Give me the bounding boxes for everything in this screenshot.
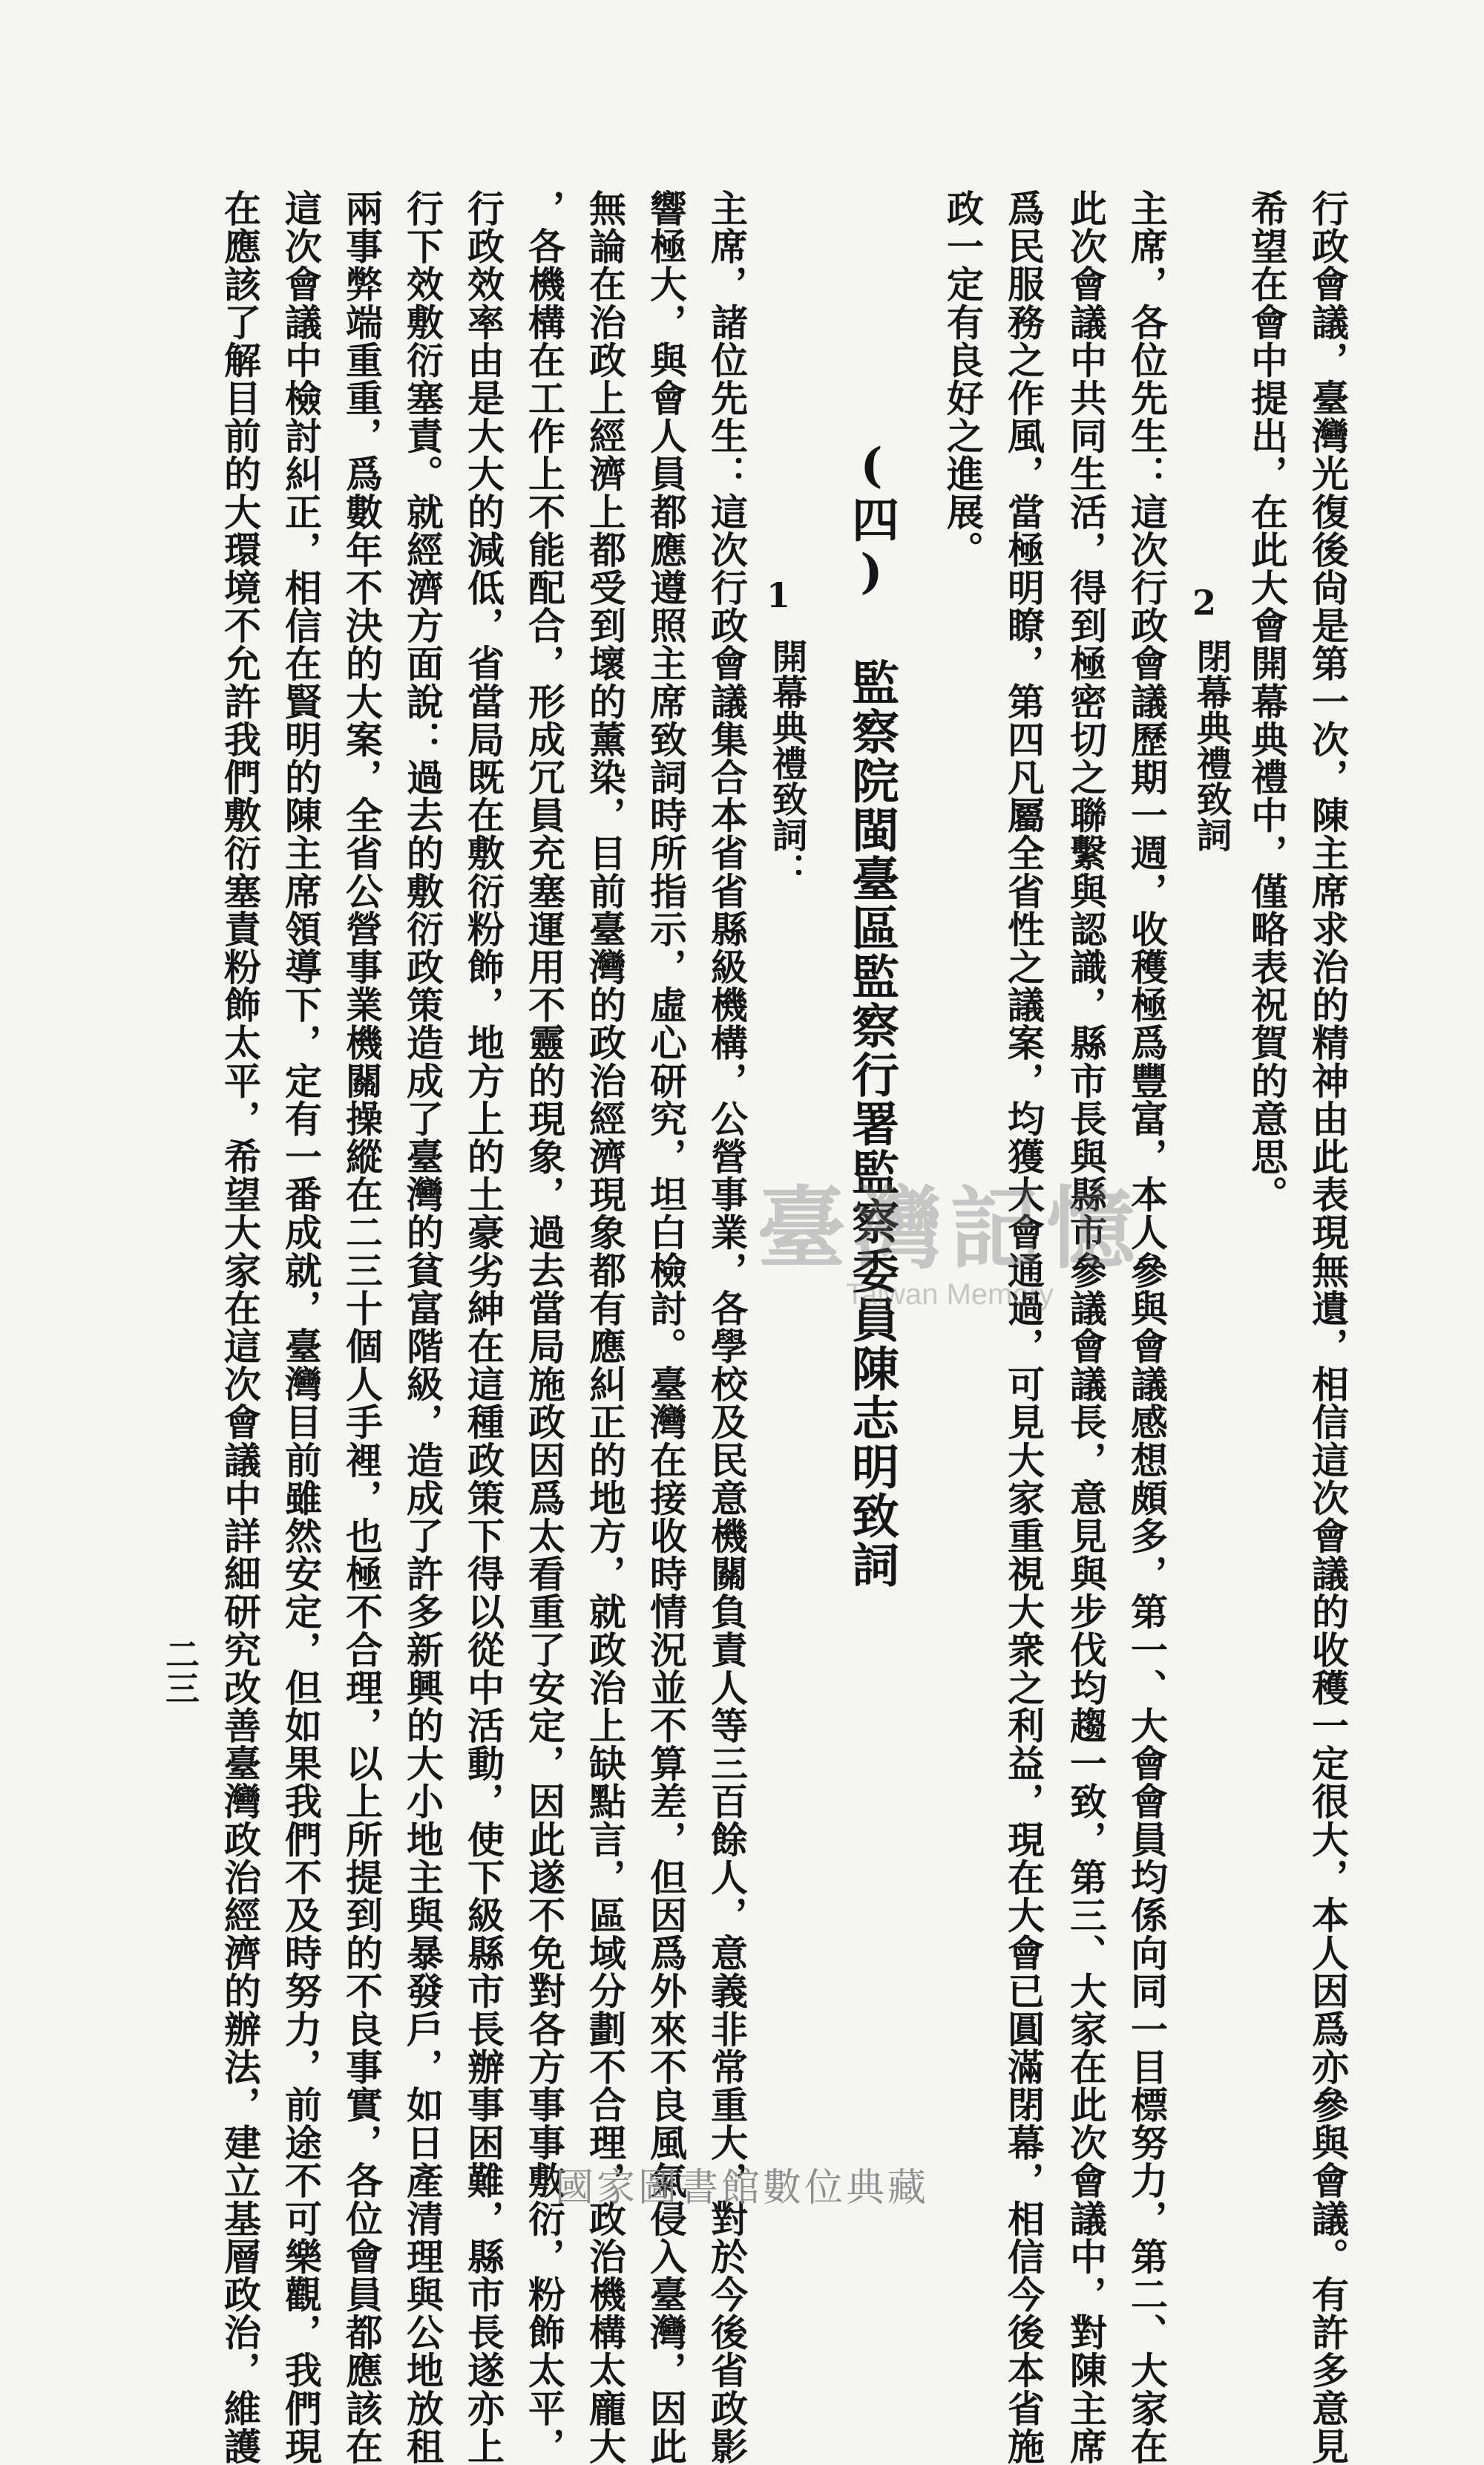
text-column-2: 希望在會中提出，在此大會開幕典禮中，僅略表祝賀的意思。 [1245, 189, 1289, 1214]
text-column-9: 無論在治政上經濟上都受到壞的薰染，目前臺灣的政治經濟現象都有應糾正的地方，就政治上缺點言，區域分劃不合理，政治機構太龐大 [583, 189, 627, 2465]
page-number: 二三 [160, 1637, 200, 1705]
text-column-11: 行政效率由是大大的減低，省當局既在敷衍粉飾，地方上的土豪劣紳在這種政策下得以從中活動，使下級縣市長辦事困難，縣市長遂亦上 [462, 189, 505, 2465]
closing-section-title: 閉幕典禮致詞 [1190, 638, 1232, 852]
text-column-10: ，各機構在工作上不能配合，形成冗員充塞運用不靈的現象，過去當局施政因爲太看重了安定，因此遂不免對各方事事敷衍，粉飾太平， [522, 189, 566, 2465]
text-column-13: 兩事弊端重重，爲數年不決的大案，全省公營事業機關操縱在二三十個人手裡，也極不合理，以上所提到的不良事實，各位會員都應該在 [340, 189, 384, 2465]
section-heading: (四) 監察院閩臺區監察行署監察委員陳志明致詞 [844, 438, 899, 1589]
watermark [757, 1158, 1143, 1312]
text-column-3: 主席，各位先生：這次行政會議歷期一週，收穫極爲豐富，本人參與會議感想頗多，第一、大會會員均係向同一目標努力，第二、大家在 [1125, 189, 1169, 2465]
opening-section-title: 開幕典禮致詞： [766, 638, 807, 888]
text-column-8: 響極大，與會人員都應遵照主席致詞時所指示，虛心研究，坦白檢討。臺灣在接收時情況並不算差，但因爲外來不良風氣侵入臺灣，因此 [644, 189, 688, 2465]
text-column-5: 爲民服務之作風，當極明瞭，第四凡屬全省性之議案，均獲大會通過，可見大家重視大衆之利益，現在大會已圓滿閉幕，相信今後本省施 [1002, 189, 1045, 2465]
watermark-english: Taiwan Memory [845, 1278, 1054, 1311]
opening-section-number: 1 [766, 575, 791, 615]
text-column-1: 行政會議，臺灣光復後尙是第一次，陳主席求治的精神由此表現無遺，相信這次會議的收穫一定很大，本人因爲亦參與會議。有許多意見 [1306, 189, 1350, 2465]
text-column-12: 行下效敷衍塞責。就經濟方面說：過去的敷衍政策造成了臺灣的貧富階級，造成了許多新興的大小地主與暴發戶，如日產清理與公地放租 [401, 189, 444, 2465]
text-column-7: 主席，諸位先生：這次行政會議集合本省省縣級機構，公營事業，各學校及民意機關負責人等三百餘人，意義非常重大，對於今後省政影 [705, 189, 749, 2465]
footer-caption: 國家圖書館數位典藏 [554, 2166, 929, 2210]
watermark-chinese: 臺灣記憶 [757, 1176, 1143, 1281]
text-column-14: 這次會議中檢討糾正，相信在賢明的陳主席領導下，定有一番成就，臺灣目前雖然安定，但如果我們不及時努力，前途不可樂觀，我們現 [279, 189, 323, 2465]
text-column-15: 在應該了解目前的大環境不允許我們敷衍塞責粉飾太平，希望大家在這次會議中詳細研究改善臺灣政治經濟的辦法，建立基層政治，維護 [218, 189, 262, 2465]
text-column-6: 政一定有良好之進展。 [941, 189, 985, 569]
closing-section-number: 2 [1192, 583, 1217, 623]
text-column-4: 此次會議中共同生活，得到極密切之聯繫與認識，縣市長與縣市參議會議長，意見與步伐均趨一致，第三、大家在此次會議中，對陳主席 [1064, 189, 1108, 2465]
